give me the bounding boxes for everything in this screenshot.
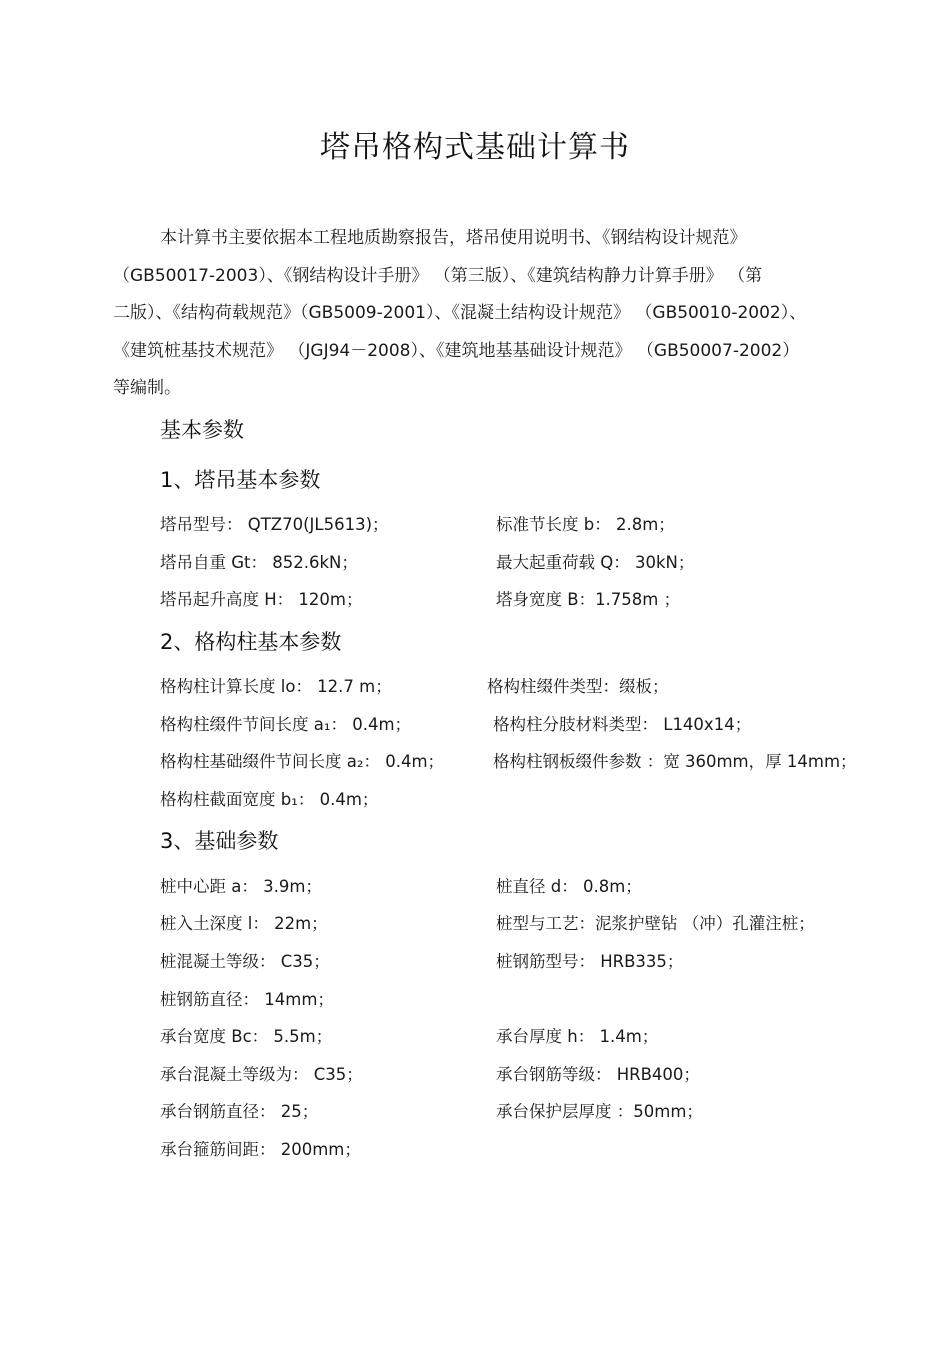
param-pile-diameter: 桩直径 d： 0.8m； [496, 877, 642, 896]
intro-line: 本计算书主要依据本工程地质勘察报告，塔吊使用说明书、《钢结构设计规范》 [160, 228, 747, 248]
section-heading-tower-crane: 1、塔吊基本参数 [160, 468, 321, 492]
param-tower-width: 塔身宽度 B：1.758m ； [496, 590, 681, 609]
param-standard-section-length: 标准节长度 b： 2.8m； [496, 515, 675, 534]
param-cap-stirrup-spacing: 承台箍筋间距： 200mm； [160, 1140, 361, 1159]
param-crane-weight: 塔吊自重 Gt： 852.6kN； [160, 553, 358, 572]
param-chord-material: 格构柱分肢材料类型： L140x14； [493, 715, 752, 734]
intro-line: 《建筑桩基技术规范》 （JGJ94－2008）、《建筑地基基础设计规范》 （GB50007-2002） [113, 340, 800, 361]
section-main-heading: 基本参数 [160, 418, 244, 442]
param-pile-rebar-diameter: 桩钢筋直径： 14mm； [160, 990, 334, 1009]
param-steel-plate-lacing: 格构柱钢板缀件参数 ：宽 360mm，厚 14mm； [493, 752, 857, 771]
param-lift-height: 塔吊起升高度 H： 120m； [160, 590, 363, 609]
param-lacing-spacing: 格构柱缀件节间长度 a₁： 0.4m； [160, 715, 412, 734]
section-heading-lattice-column: 2、格构柱基本参数 [160, 630, 342, 654]
intro-paragraph [113, 220, 838, 408]
intro-line: 二版）、《结构荷载规范》（GB5009-2001）、《混凝土结构设计规范》 （GB50010-2002）、 [113, 303, 807, 323]
param-cap-concrete-grade: 承台混凝土等级为： C35； [160, 1065, 363, 1084]
param-cap-rebar-diameter: 承台钢筋直径： 25； [160, 1102, 319, 1121]
param-pile-concrete-grade: 桩混凝土等级： C35； [160, 952, 330, 971]
intro-line: （GB50017-2003）、《钢结构设计手册》 （第三版）、《建筑结构静力计算手册》 （第 [113, 265, 763, 286]
param-pile-spacing: 桩中心距 a： 3.9m； [160, 877, 322, 896]
param-pile-type: 桩型与工艺：泥浆护壁钻 （冲）孔灌注桩； [496, 914, 815, 933]
param-pile-depth: 桩入土深度 l： 22m； [160, 914, 328, 933]
param-max-load: 最大起重荷载 Q： 30kN； [496, 553, 695, 572]
document-title: 塔吊格构式基础计算书 [320, 130, 630, 165]
intro-line: 等编制。 [113, 378, 181, 398]
param-column-length: 格构柱计算长度 lo： 12.7 m； [160, 677, 392, 696]
param-cap-thickness: 承台厚度 h： 1.4m； [496, 1027, 659, 1046]
param-cap-rebar-grade: 承台钢筋等级： HRB400； [496, 1065, 700, 1084]
param-foundation-lacing-spacing: 格构柱基础缀件节间长度 a₂： 0.4m； [160, 752, 445, 771]
param-crane-model: 塔吊型号： QTZ70(JL5613)； [160, 515, 389, 534]
param-cap-width: 承台宽度 Bc： 5.5m； [160, 1027, 333, 1046]
param-section-width: 格构柱截面宽度 b₁： 0.4m； [160, 790, 379, 809]
param-lacing-type: 格构柱缀件类型：缀板； [487, 677, 669, 696]
param-cap-cover-thickness: 承台保护层厚度 ：50mm； [496, 1102, 703, 1121]
section-heading-foundation: 3、基础参数 [160, 829, 279, 853]
param-pile-rebar-type: 桩钢筋型号： HRB335； [496, 952, 684, 971]
